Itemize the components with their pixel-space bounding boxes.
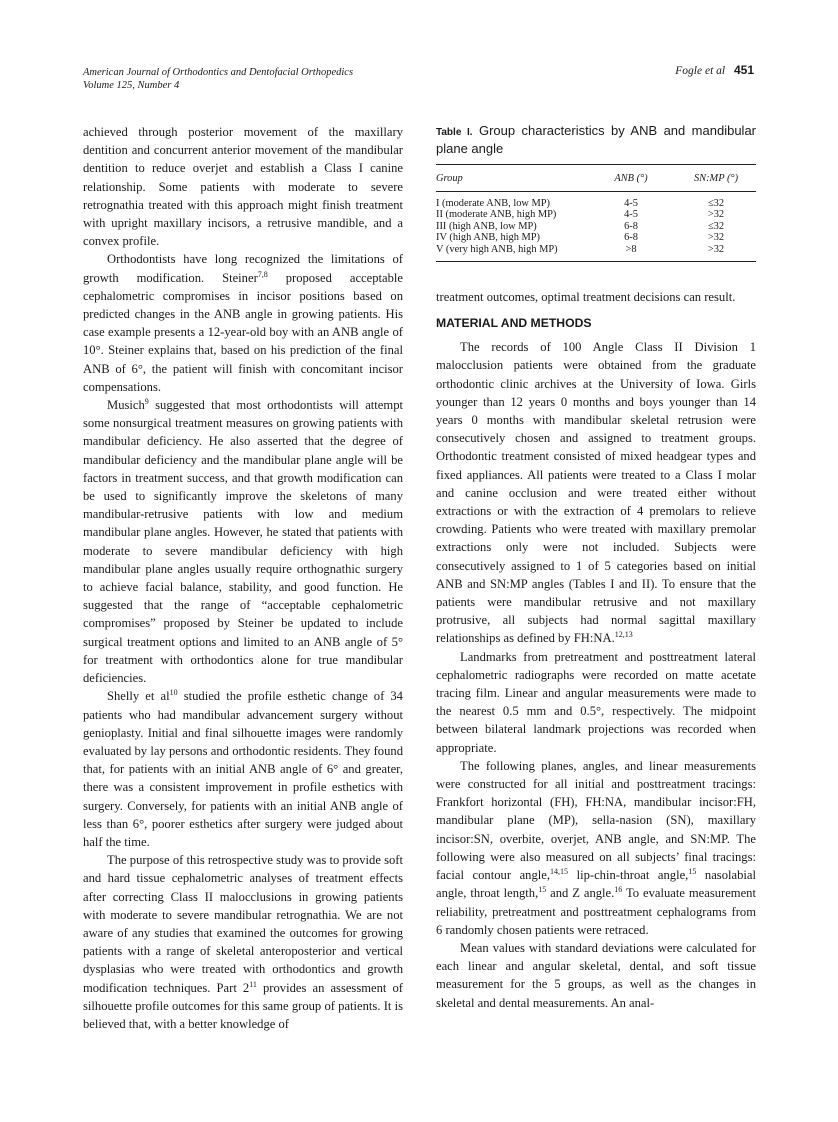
right-body	[436, 288, 756, 1012]
table-row: V (very high ANB, high MP) >8 >32	[436, 243, 725, 255]
journal-title: American Journal of Orthodontics and Dentofacial Orthopedics	[83, 67, 354, 78]
paragraph: achieved through posterior movement of the maxillary dentition and concurrent anterior movement of the mandibular dentition to reduce overjet and establish a Class I canine relationship. Some patients with moderate to severe retrognathia treated with this approach might finish treatment with upright maxillary incisors, a retrusive mandible, and a convex profile.	[83, 125, 403, 249]
paragraph: The following planes, angles, and linear measurements were constructed for all initial and posttreatment tracings: Frankfort horizontal (FH), FH:NA, mandibular incisor:FH, mandibular plane (MP), sella-nasion (SN), maxillary incisor:SN, overbite, overjet, ANB angle, and SN:MP. The following were also measured on all subjects’ final tracings: facial contour angle,$^{14,15}$ lip-chin-throat angle,$^{15}$ nasolabial angle, throat length,$^{15}$ and Z angle.$^{16}$ To evaluate measurement reliability, pretreatment and posttreatment cephalograms from 6 randomly chosen patients were retraced.	[436, 758, 756, 937]
citation: 12,13	[614, 630, 633, 640]
paragraph: The records of 100 Angle Class II Division 1 malocclusion patients were obtained from the graduate orthodontic clinic archives at the University of Iowa. Girls younger than 12 years 0 months and boys younger than 14 years 0 months with mandibular skeletal retrusion were consecutively chosen and assigned to treatment groups. Orthodontic treatment consisted of mixed headgear types and fixed appliances. All patients were treated to a Class I molar and canine occlusion and were treated either without extractions or with the extraction of 4 premolars to relieve crowding. Patients who were treated with maxillary premolar extractions only were not included. Subjects were consecutively assigned to 1 of 5 categories based on initial ANB and SN:MP angles (Tables I and II). To ensure that the patients were mandibular retrusive and not maxillary protrusive, all subjects had normal sagittal maxillary relationships as defined by FH:NA.$^{12,13}$	[436, 340, 756, 646]
citation: 14,15	[550, 867, 569, 877]
group-table	[436, 164, 756, 262]
table-row: I (moderate ANB, low MP) 4-5 ≤32	[436, 197, 725, 209]
citation: 11	[249, 979, 257, 989]
citation: 9	[144, 397, 149, 407]
paragraph: Orthodontists have long recognized the limitations of growth modification. Steiner$^{7,8}$ proposed acceptable cephalometric compromises in incisor positions based on predicted changes in the ANB angle in growing patients. His case example presents a 12-year-old boy with an ANB angle of 10°. Steiner explains that, based on his prediction of the final ANB of 6°, the patient will finish with concomitant incisor compensations.	[83, 252, 403, 394]
paragraph: treatment outcomes, optimal treatment decisions can result.	[436, 290, 736, 304]
running-header-journal	[83, 66, 353, 92]
citation: 15	[688, 867, 697, 877]
paragraph: Shelly et $al^{10}$ studied the profile esthetic change of 34 patients who had mandibular advancement surgery without genioplasty. Initial and final silhouette images were randomly evaluated by lay persons and orthodontic residents. They found that, for patients with an initial ANB angle of 6° and greater, there was a consistent improvement in profile esthetics with surgery. Conversely, for patients with an initial ANB angle of less than 6°, poorer esthetics after surgery were judged about half the time.	[83, 688, 403, 849]
table-row: III (high ANB, low MP) 6-8 ≤32	[436, 220, 725, 232]
paragraph: Mean values with standard deviations were calculated for each linear and angular skeletal, dental, and soft tissue measurement for the 5 groups, as well as the changes in skeletal and dental measurements. An anal-	[436, 940, 756, 1010]
table-caption	[436, 123, 756, 156]
journal-volume: Volume 125, Number 4	[83, 80, 180, 91]
citation: 15	[538, 885, 547, 895]
page-number: 451	[733, 63, 754, 77]
paragraph: The purpose of this retrospective study was to provide soft and hard tissue cephalometric analyses of treatment effects after correcting Class II malocclusions in growing patients with moderate to severe mandibular retrognathia. We are not aware of any studies that examined the outcomes for growing patients with a range of skeletal anteroposterior and vertical dysplasias who were treated with orthodontics and growth modification techniques. Part $2^{11}$ provides an assessment of silhouette profile outcomes for this same group of patients. It is believed that, with a better knowledge of	[83, 853, 403, 1031]
table-header: ANB (°)	[586, 165, 676, 192]
citation: 10	[169, 688, 178, 698]
table-title: Group characteristics by ANB and mandibular plane angle	[436, 123, 756, 156]
paragraph: Musich$^9$ suggested that most orthodontists will attempt some nonsurgical treatment measures on growing patients with mandibular deficiency. He also asserted that the degree of mandibular deficiency and the mandibular plane angle will be factors in treatment success, and that growth modification can be used to significantly improve the skeletons of many mandibular-retrusive patients with low and medium mandibular plane angles. However, he stated that patients with moderate to severe mandibular deficiency with high mandibular plane angles usually require orthognathic surgery to achieve facial balance, stability, and good function. He suggested that the range of “acceptable cephalometric compromises” proposed by Steiner be updated to include surgical treatment options and limited to an ANB angle of 5° for treatment with orthodontics alone for true mandibular deficiencies.	[83, 397, 403, 686]
running-authors: Fogle et al	[675, 65, 726, 77]
table-header: Group	[436, 165, 586, 192]
citation: 7,8	[257, 269, 268, 279]
section-heading: MATERIAL AND METHODS	[436, 316, 592, 331]
table-label: Table I.	[436, 127, 473, 138]
table-row: IV (high ANB, high MP) 6-8 >32	[436, 232, 725, 243]
running-header-page	[675, 63, 754, 77]
table-header: SN:MP (°)	[676, 165, 756, 192]
right-column	[436, 123, 756, 1012]
table-row: II (moderate ANB, high MP) 4-5 >32	[436, 209, 725, 220]
left-column	[83, 123, 403, 1033]
paragraph: Landmarks from pretreatment and posttreatment lateral cephalometric radiographs were recorded on matte acetate tracing film. Linear and angular measurements were made to the nearest 0.5 mm and 0.5°, respectively. The midpoint between bilateral landmark projections was recorded when appropriate.	[436, 649, 756, 755]
citation: 16	[614, 885, 623, 895]
